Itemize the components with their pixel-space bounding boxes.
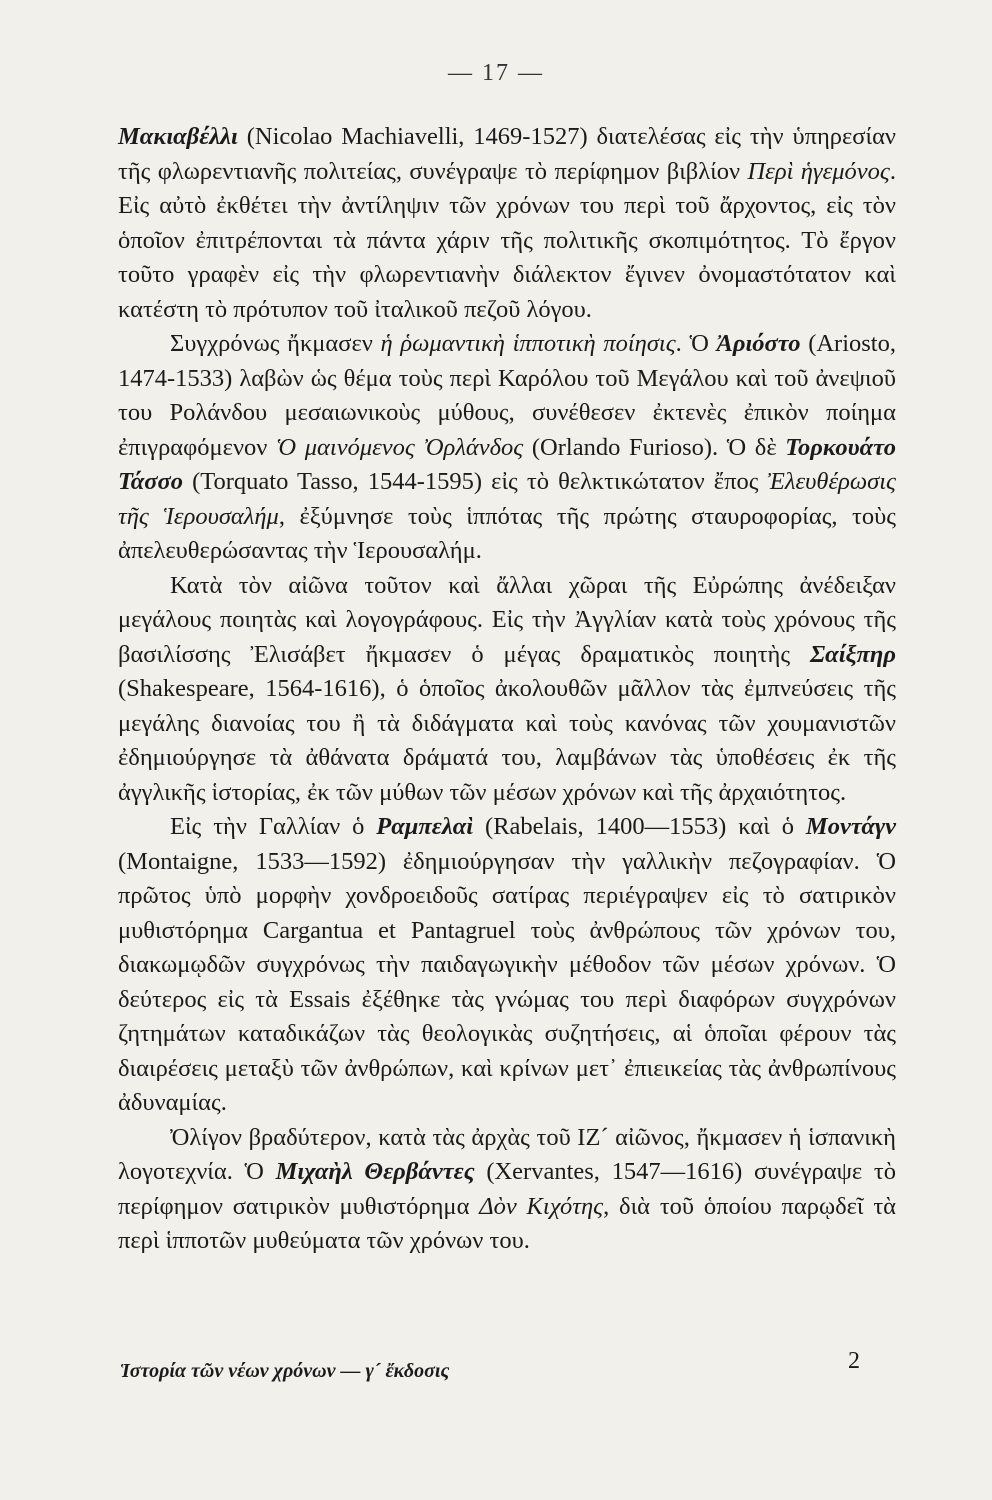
italic-title: ἡ ῥωμαντικὴ ἱπποτικὴ ποίησις [380, 330, 676, 357]
italic-title: Περὶ ἡγεμόνος [747, 157, 890, 185]
body-text [118, 120, 896, 1259]
text-run: (Orlando Furioso). Ὁ δὲ [523, 433, 786, 461]
footer-book-title: Ἱστορία τῶν νέων χρόνων — γ´ ἔκδοσις [120, 1360, 450, 1382]
page-number: — 17 — [448, 60, 544, 86]
text-run: (Rabelais, 1400—1553) καὶ ὁ [473, 813, 806, 840]
text-run: Συγχρόνως ἤκμασεν [170, 330, 381, 357]
emphasized-name: Μιχαὴλ Θερβάντες [275, 1158, 475, 1185]
text-run: (Nicolao Machiavelli, 1469-1527) διατελέσας εἰς τὴν ὑπηρεσίαν τῆς φλωρεντιανῆς πολιτείας, συνέγραψε τὸ περίφημον βιβλίον [118, 123, 896, 185]
text-run: (Torquato Tasso, 1544-1595) εἰς τὸ θελκτικώτατον ἔπος [182, 468, 768, 495]
paragraph [118, 810, 896, 1121]
text-run: (Ariosto, 1474-1533) λαβὼν ὡς θέμα τοὺς περὶ Καρόλου τοῦ Μεγάλου καὶ τοῦ ἀνεψιοῦ του Ρολάνδου μεσαιωνικοὺς μύθους, συνέθεσεν ἐκτενὲς ἐπικὸν ποίημα ἐπιγραφόμενον [118, 330, 896, 461]
text-run: Κατὰ τὸν αἰῶνα τοῦτον καὶ ἄλλαι χῶραι τῆς Εὐρώπης ἀνέδειξαν μεγάλους ποιητὰς καὶ λογογράφους. Εἰς τὴν Ἀγγλίαν κατὰ τοὺς χρόνους τῆς βασιλίσσης Ἐλισάβετ ἤκμασεν ὁ μέγας δραματικὸς ποιητὴς [118, 571, 896, 668]
italic-title: Ἐλευθέρωσις τῆς Ἱερουσαλήμ [118, 468, 896, 530]
emphasized-name: Ἀριόστο [716, 330, 801, 357]
text-run: . Εἰς αὐτὸ ἐκθέτει τὴν ἀντίληψιν τῶν χρόνων του περὶ τοῦ ἄρχοντος, εἰς τὸν ὁποῖον ἐπιτρέπονται τὰ πάντα χάριν τῆς πολιτικῆς σκοπιμότητος. Τὸ ἔργον τοῦτο γραφὲν εἰς τὴν φλωρεντιανὴν διάλεκτον ἔγινεν ὀνομαστότατον καὶ κατέστη τὸ πρότυπον τοῦ ἰταλικοῦ πεζοῦ λόγου. [118, 157, 896, 323]
italic-title: Δὸν Κιχότης [479, 1192, 604, 1220]
emphasized-name: Τορκουάτο Τάσσο [118, 433, 896, 495]
text-run: (Xervantes, 1547—1616) συνέγραψε τὸ περίφημον σατιρικὸν μυθιστόρημα [118, 1158, 896, 1220]
page-footer [120, 1348, 900, 1396]
text-run: (Montaigne, 1533—1592) ἐδημιούργησαν τὴν γαλλικὴν πεζογραφίαν. Ὁ πρῶτος ὑπὸ μορφὴν χονδροειδοῦς σατίρας περιέγραψεν εἰς τὸ σατιρικὸν μυθιστόρημα Cargantua et Pantagruel τοὺς ἀνθρώπους τῶν χρόνων του, διακωμῳδῶν συγχρόνως τὴν παιδαγωγικὴν μέθοδον τῶν μέσων χρόνων. Ὁ δεύτερος εἰς τὰ Essais ἐξέθηκε τὰς γνώμας του περὶ διαφόρων συγχρόνων ζητημάτων καταδικάζων τὰς θεολογικὰς συζητήσεις, αἱ ὁποῖαι φέρουν τὰς διαιρέσεις μεταξὺ τῶν ἀνθρώπων, καὶ κρίνων μετ᾽ ἐπιεικείας τὰς ἀνθρωπίνους ἀδυναμίας. [118, 847, 896, 1116]
text-run: , ἐξύμνησε τοὺς ἱππότας τῆς πρώτης σταυροφορίας, τοὺς ἀπελευθερώσαντας τὴν Ἱερουσαλήμ. [118, 502, 896, 564]
text-run: Εἰς τὴν Γαλλίαν ὁ [170, 813, 377, 840]
text-run: Ὀλίγον βραδύτερον, κατὰ τὰς ἀρχὰς τοῦ ΙΖ´ αἰῶνος, ἤκμασεν ἡ ἱσπανικὴ λογοτεχνία. Ὁ [118, 1123, 896, 1185]
emphasized-name: Ραμπελαὶ [376, 813, 474, 840]
emphasized-name: Μοντάγν [805, 813, 896, 840]
paragraph [118, 120, 896, 327]
signature-mark: 2 [848, 1348, 860, 1374]
paragraph [118, 569, 896, 811]
italic-title: Ὁ μαινόμενος Ὀρλάνδος [276, 433, 524, 461]
text-run: (Shakespeare, 1564-1616), ὁ ὁποῖος ἀκολουθῶν μᾶλλον τὰς ἐμπνεύσεις τῆς μεγάλης διανοίας του ἢ τὰ διδάγματα καὶ τοὺς κανόνας τῶν χουμανιστῶν ἐδημιούργησε τὰ ἀθάνατα δράματά του, λαμβάνων τὰς ὑποθέσεις ἐκ τῆς ἀγγλικῆς ἱστορίας, ἐκ τῶν μύθων τῶν μέσων χρόνων καὶ τῆς ἀρχαιότητος. [118, 675, 896, 806]
emphasized-name: Μακιαβέλλι [118, 123, 238, 150]
paragraph [118, 327, 896, 569]
text-run: , διὰ τοῦ ὁποίου παρῳδεῖ τὰ περὶ ἱπποτῶν μυθεύματα τῶν χρόνων του. [118, 1192, 897, 1254]
emphasized-name: Σαίξπηρ [810, 640, 896, 668]
text-run: . Ὁ [675, 330, 717, 357]
paragraph [118, 1121, 896, 1259]
